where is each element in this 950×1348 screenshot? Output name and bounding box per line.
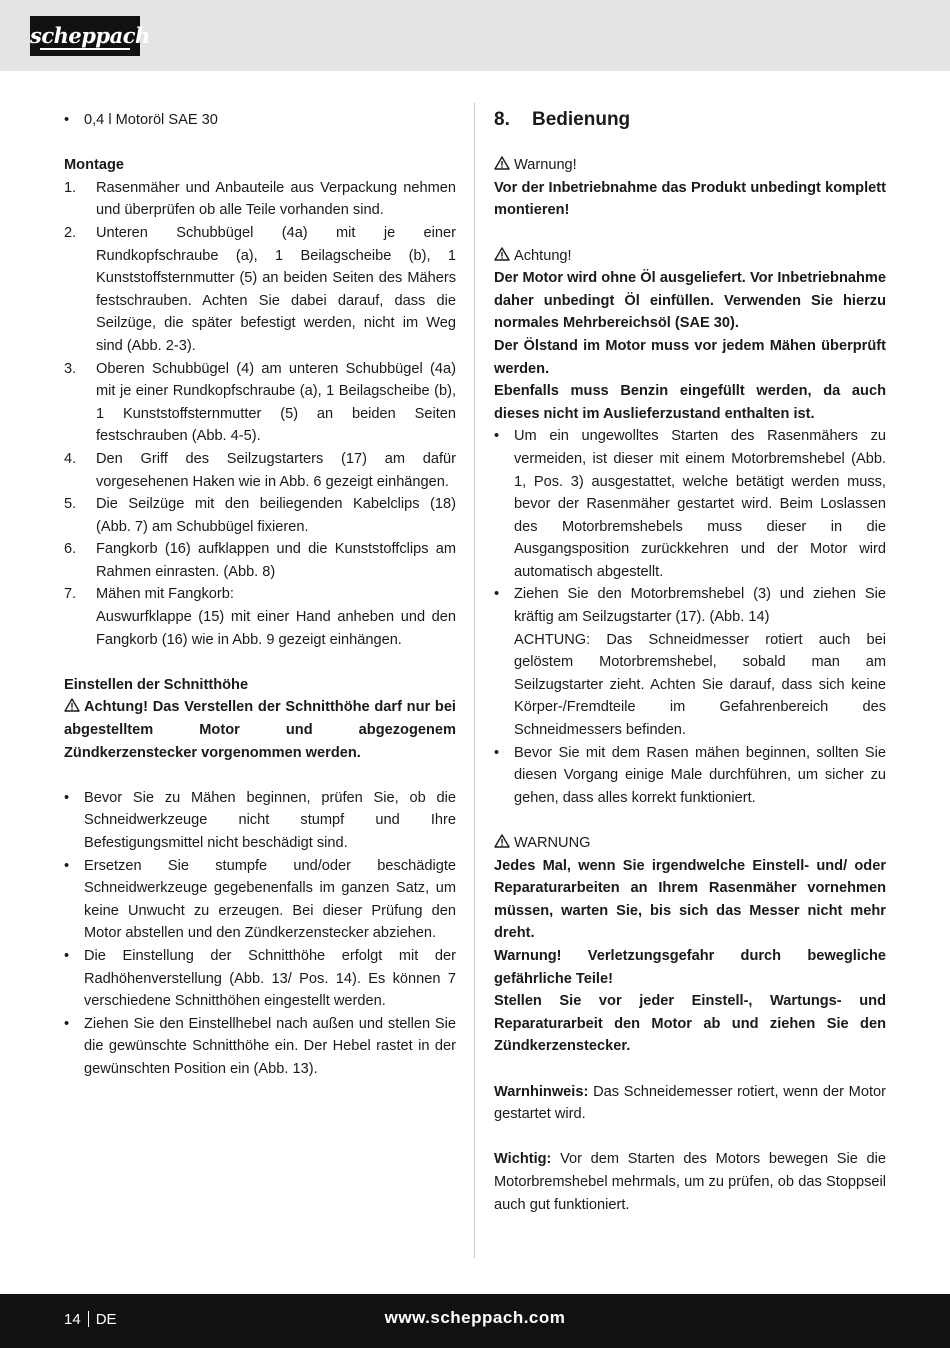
warnung-label: WARNUNG xyxy=(494,832,886,855)
section-number: 8. xyxy=(494,109,510,130)
intro-bullet-text: 0,4 l Motoröl SAE 30 xyxy=(84,112,218,128)
step-number: 6. xyxy=(64,541,77,558)
warning-triangle-icon xyxy=(494,156,510,170)
fuel-text: Ebenfalls muss Benzin eingefüllt werden, da auch dieses nicht im Auslieferzustand enthalten ist. xyxy=(494,383,886,422)
cut-height-warning-text: Achtung! Das Verstellen der Schnitthöhe darf nur bei abgestelltem Motor und abgezogenem Zündkerzenstecker vorgenommen werden. xyxy=(64,699,456,761)
brand-logo xyxy=(30,16,150,56)
step-text: Die Seilzüge mit den beiliegenden Kabelclips (18) (Abb. 7) am Schubbügel fixieren. xyxy=(96,496,456,535)
step-number: 3. xyxy=(64,360,77,377)
bullet-text: Ersetzen Sie stumpfe und/oder beschädigte Schneidwerkzeuge gegebenenfalls im ganzen Satz, um keine Unwucht zu erzeugen. Bei dieser Prüfung den Motor abstellen und den Zündkerzenstecker abziehen. xyxy=(84,857,456,942)
step-subtext: Auswurfklappe (15) mit einer Hand anheben und den Fangkorb (16) wie in Abb. 9 gezeigt einhängen. xyxy=(96,609,456,648)
cut-height-bullet xyxy=(64,855,456,945)
warning-triangle-icon xyxy=(64,698,80,712)
operation-bullet xyxy=(494,425,886,583)
bullet-text: Ziehen Sie den Motorbremshebel (3) und ziehen Sie kräftig am Seilzugstarter (17). (Abb. 14) xyxy=(514,586,886,626)
operation-bullet xyxy=(494,742,886,810)
montage-heading: Montage xyxy=(64,157,124,174)
montage-step xyxy=(64,493,456,538)
step-number: 4. xyxy=(64,450,77,467)
important-label: Wichtig: xyxy=(494,1151,552,1168)
page-header xyxy=(0,0,950,71)
cut-height-warning xyxy=(64,696,456,764)
bullet-text: Bevor Sie mit dem Rasen mähen beginnen, sollten Sie diesen Vorgang einige Male durchführen, um sicher zu gehen, dass alles korrekt funktioniert. xyxy=(514,744,886,806)
bullet-mark: • xyxy=(494,428,500,445)
montage-step xyxy=(64,583,456,651)
montage-step xyxy=(64,222,456,358)
step-number: 1. xyxy=(64,179,77,196)
warnung-text-3: Stellen Sie vor jeder Einstell-, Wartungs- und Reparaturarbeit den Motor ab und ziehen Sie den Zündkerzenstecker. xyxy=(494,993,886,1055)
warning-triangle-icon xyxy=(494,247,510,261)
step-number: 5. xyxy=(64,496,77,513)
intro-bullet xyxy=(64,109,456,132)
important-text: Vor dem Starten des Motors bewegen Sie die Motorbremshebel mehrmals, um zu prüfen, ob das Stoppseil auch gut funktioniert. xyxy=(494,1151,886,1213)
hint-paragraph xyxy=(494,1081,886,1126)
language-code: DE xyxy=(95,1311,117,1328)
oil-level-text: Der Ölstand im Motor muss vor jedem Mähen überprüft werden. xyxy=(494,337,886,377)
step-text: Den Griff des Seilzugstarters (17) am dafür vorgesehenen Haken wie in Abb. 6 gezeigt einhängen. xyxy=(96,450,456,490)
bullet-mark: • xyxy=(494,586,500,603)
step-text: Oberen Schubbügel (4) am unteren Schubbügel (4a) mit je einer Rundkopfschraube (a), 1 Beilagscheibe (b), 1 Kunststoffsternmutter (5) an beiden Seiten festschrauben (Abb. 4-5). xyxy=(96,360,456,445)
bullet-text: Ziehen Sie den Einstellhebel nach außen und stellen Sie die gewünschte Schnitthöhe ein. Der Hebel rastet in der gewünschten Position ein (Abb. 13). xyxy=(84,1015,456,1077)
bullet-caution-text: ACHTUNG: Das Schneidmesser rotiert auch bei gelöstem Motorbremshebel, sobald man am Seilzugstarter zieht. Achten Sie darauf, dass sich keine Körper-/Fremdteile im Gefahrenbereich des Schneidmessers befinden. xyxy=(514,631,886,739)
section-title: Bedienung xyxy=(532,109,631,130)
page-number: 14 xyxy=(64,1311,81,1328)
cut-height-bullet xyxy=(64,945,456,1013)
montage-step xyxy=(64,538,456,583)
caution-text: Der Motor wird ohne Öl ausgeliefert. Vor Inbetriebnahme daher unbedingt Öl einfüllen. Verwenden Sie hierzu normales Mehrbereichsöl (SAE 30). xyxy=(494,270,886,332)
website-url[interactable]: www.scheppach.com xyxy=(384,1308,566,1327)
hint-label: Warnhinweis: xyxy=(494,1083,589,1100)
warnung-text-1: Jedes Mal, wenn Sie irgendwelche Einstell- und/ oder Reparaturarbeiten an Ihrem Rasenmäher vornehmen müssen, warten Sie, bis sich das Messer nicht mehr dreht. xyxy=(494,857,886,942)
bullet-mark: • xyxy=(64,1015,70,1032)
hint-text: Das Schneidemesser rotiert, wenn der Motor gestartet wird. xyxy=(494,1083,886,1123)
bullet-mark: • xyxy=(494,744,500,761)
step-number: 7. xyxy=(64,586,77,603)
warnung-text-2: Warnung! Verletzungsgefahr durch bewegliche gefährliche Teile! xyxy=(494,947,886,987)
operation-bullet xyxy=(494,583,886,741)
important-paragraph xyxy=(494,1148,886,1216)
column-divider xyxy=(474,103,475,1258)
bullet-text: Die Einstellung der Schnitthöhe erfolgt mit der Radhöhenverstellung (Abb. 13/ Pos. 14). Es können 7 verschiedene Schnitthöhen eingestellt werden. xyxy=(84,947,456,1010)
section-heading xyxy=(494,109,886,132)
page-footer xyxy=(0,1294,950,1348)
step-text: Mähen mit Fangkorb: xyxy=(96,586,234,603)
cut-height-heading: Einstellen der Schnitthöhe xyxy=(64,676,249,693)
bullet-text: Bevor Sie zu Mähen beginnen, prüfen Sie, ob die Schneidwerkzeuge nicht stumpf und Ihre Befestigungsmittel nicht beschädigt sind. xyxy=(84,789,456,851)
right-column xyxy=(494,109,886,1216)
montage-step xyxy=(64,358,456,448)
bullet-text: Um ein ungewolltes Starten des Rasenmähers zu vermeiden, ist dieser mit einem Motorbremshebel (Abb. 1, Pos. 3) ausgestattet, welche betätigt werden muss, bevor der Rasenmäher gestartet wird. Beim Loslassen des Motorbremshebels muss dieser in die Ausgangsposition zurückkehren und der Motor wird automatisch abgestellt. xyxy=(514,428,886,580)
warning-label: Warnung! xyxy=(494,154,886,177)
warning-triangle-icon xyxy=(494,834,510,848)
step-text: Fangkorb (16) aufklappen und die Kunststoffclips am Rahmen einrasten. (Abb. 8) xyxy=(96,541,456,580)
caution-label: Achtung! xyxy=(494,245,886,268)
logo-underline xyxy=(40,48,130,50)
bullet-mark: • xyxy=(64,789,70,806)
cut-height-bullet xyxy=(64,1013,456,1081)
montage-step xyxy=(64,448,456,493)
warning-text: Vor der Inbetriebnahme das Produkt unbedingt komplett montieren! xyxy=(494,179,886,219)
cut-height-bullet xyxy=(64,787,456,855)
step-text: Unteren Schubbügel (4a) mit je einer Rundkopfschraube (a), 1 Beilagscheibe (b), 1 Kunststoffsternmutter (5) an beiden Seiten des Mähers festschrauben. Achten Sie dabei darauf, dass die Seilzüge, die später befestigt werden, nicht im Weg sind (Abb. 2-3). xyxy=(96,224,456,354)
bullet-mark: • xyxy=(64,947,70,964)
bullet-mark: • xyxy=(64,857,70,874)
step-number: 2. xyxy=(64,224,77,241)
step-text: Rasenmäher und Anbauteile aus Verpackung nehmen und überprüfen ob alle Teile vorhanden sind. xyxy=(96,179,456,219)
montage-step xyxy=(64,177,456,222)
left-column xyxy=(64,109,456,1081)
logo-text: scheppach xyxy=(30,23,150,48)
bullet-mark: • xyxy=(64,112,70,128)
